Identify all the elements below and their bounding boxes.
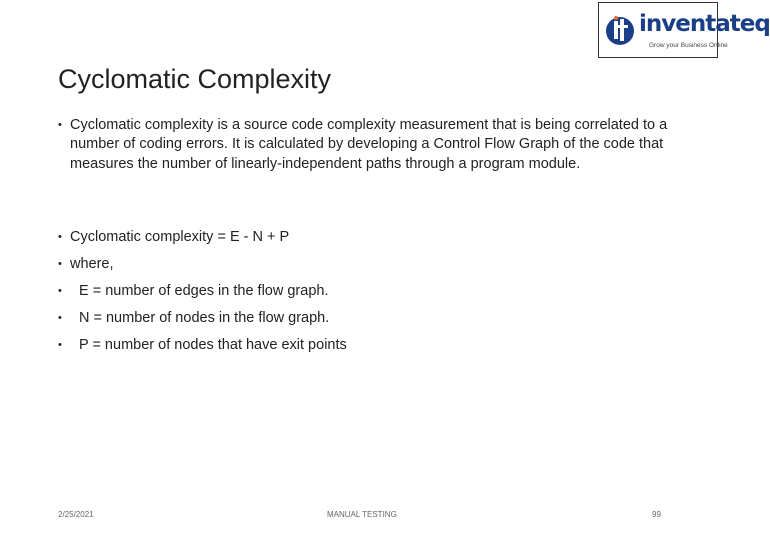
footer-title: MANUAL TESTING [327, 510, 397, 519]
logo-name: inventateq [639, 11, 770, 37]
page-number: 99 [652, 510, 661, 519]
list-item-text: where, [70, 256, 114, 272]
logo-tagline: Grow your Business Online [649, 42, 728, 49]
bullet-icon: • [58, 119, 62, 131]
intro-paragraph [58, 116, 678, 174]
list-item-text: P = number of nodes that have exit points [79, 337, 347, 353]
bullet-icon: • [58, 339, 62, 351]
logo-mark-icon [605, 9, 635, 53]
list-item-text: Cyclomatic complexity = E - N + P [70, 229, 290, 245]
bullet-icon: • [58, 258, 62, 270]
bullet-icon: • [58, 285, 62, 297]
bullet-icon: • [58, 231, 62, 243]
bullet-icon: • [58, 312, 62, 324]
company-logo [598, 2, 770, 58]
footer-date: 2/25/2021 [58, 510, 94, 519]
list-item-text: N = number of nodes in the flow graph. [79, 310, 330, 326]
paragraph-text: Cyclomatic complexity is a source code complexity measurement that is being correlated to a number of coding errors. It is calculated by developing a Control Flow Graph of the code that measures the number of linearly-independent paths through a program module. [70, 117, 668, 172]
slide-title: Cyclomatic Complexity [58, 64, 332, 94]
list-item-text: E = number of edges in the flow graph. [79, 283, 329, 299]
